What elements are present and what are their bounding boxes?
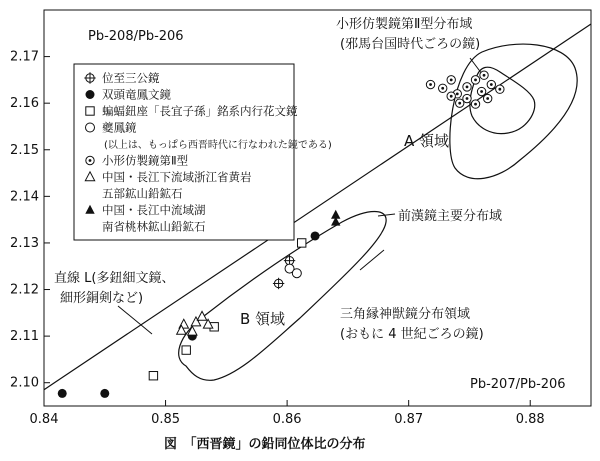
data-point xyxy=(487,80,495,88)
legend-label: 中国・長江下流域浙江省黄岩 xyxy=(102,170,252,184)
data-point xyxy=(471,76,479,84)
shokei-leader xyxy=(470,58,482,74)
y-tick-label: 2.12 xyxy=(10,282,39,298)
line-l-label-2: 細形銅剣など) xyxy=(60,291,144,306)
region-a-outline xyxy=(450,44,577,179)
shokei-label-2: (邪馬台国時代ごろの鏡) xyxy=(340,37,481,52)
data-point xyxy=(197,311,206,320)
legend-marker xyxy=(86,107,94,115)
legend-label: 中国・長江中流域湖 xyxy=(102,203,206,217)
data-point xyxy=(297,239,305,247)
y-tick-label: 2.13 xyxy=(10,235,39,251)
data-point xyxy=(483,94,491,102)
x-tick-label: 0.84 xyxy=(29,412,59,427)
region-b-label: B 領域 xyxy=(240,310,286,328)
zenkan-label: 前漢鏡主要分布域 xyxy=(398,209,503,224)
y-tick-label: 2.17 xyxy=(10,49,39,65)
data-point xyxy=(463,83,471,91)
legend-marker xyxy=(86,123,95,132)
y-tick-label: 2.15 xyxy=(10,142,39,158)
figure-caption: 図 「西晋鏡」の鉛同位体比の分布 xyxy=(164,437,366,452)
data-point xyxy=(480,71,488,79)
y-tick-label: 2.16 xyxy=(10,96,39,112)
x-axis-label: Pb-207/Pb-206 xyxy=(470,377,566,392)
data-point xyxy=(456,99,464,107)
y-tick-label: 2.10 xyxy=(10,375,39,391)
legend xyxy=(74,64,332,240)
data-point xyxy=(182,346,190,354)
legend-label: 夔鳳鏡 xyxy=(102,120,137,135)
data-point xyxy=(292,269,301,278)
legend-marker xyxy=(86,156,94,164)
data-point xyxy=(439,84,447,92)
legend-marker xyxy=(86,90,95,99)
x-tick-label: 0.87 xyxy=(394,412,424,427)
data-point xyxy=(426,80,434,88)
shokei-cluster-outline xyxy=(470,67,535,133)
legend-label: 五部鉱山鉛鉱石 xyxy=(102,186,183,201)
legend-label: 位至三公鏡 xyxy=(102,71,160,85)
x-tick-label: 0.85 xyxy=(151,412,181,427)
line-l-label-1: 直線 L(多鈕細文鏡、 xyxy=(54,271,175,286)
legend-label: 南省桃林鉱山鉛鉱石 xyxy=(102,219,206,234)
data-point xyxy=(58,389,67,398)
legend-label: 蝙蝠鈕座「長宜子孫」銘系内行花文鏡 xyxy=(102,104,298,118)
sankaku-label-2: (おもに 4 世紀ごろの鏡) xyxy=(340,327,484,342)
data-point xyxy=(311,231,320,240)
data-point xyxy=(471,100,479,108)
legend-label: 双頭竜鳳文鏡 xyxy=(102,87,171,102)
data-point xyxy=(273,278,284,289)
sankaku-label-1: 三角縁神獣鏡分布領域 xyxy=(340,307,471,322)
legend-label: (以上は、もっぱら西晋時代に行なわれた鏡である) xyxy=(104,140,332,151)
data-point xyxy=(496,85,504,93)
y-tick-label: 2.11 xyxy=(10,329,39,345)
y-axis-label: Pb-208/Pb-206 xyxy=(88,29,184,44)
data-point xyxy=(447,76,455,84)
data-point xyxy=(477,87,485,95)
sankaku-leader xyxy=(360,250,384,270)
line-l-leader xyxy=(118,306,152,334)
data-point xyxy=(100,389,109,398)
data-point xyxy=(149,372,157,380)
legend-label: 小形仿製鏡第Ⅱ型 xyxy=(102,153,189,168)
y-tick-label: 2.14 xyxy=(10,189,39,205)
x-tick-label: 0.88 xyxy=(515,412,545,427)
data-point xyxy=(447,92,455,100)
zenkan-leader xyxy=(378,214,395,216)
region-a-label: A 領域 xyxy=(404,132,450,150)
x-tick-label: 0.86 xyxy=(272,412,302,427)
shokei-label-1: 小形仿製鏡第Ⅱ型分布域 xyxy=(336,17,473,32)
